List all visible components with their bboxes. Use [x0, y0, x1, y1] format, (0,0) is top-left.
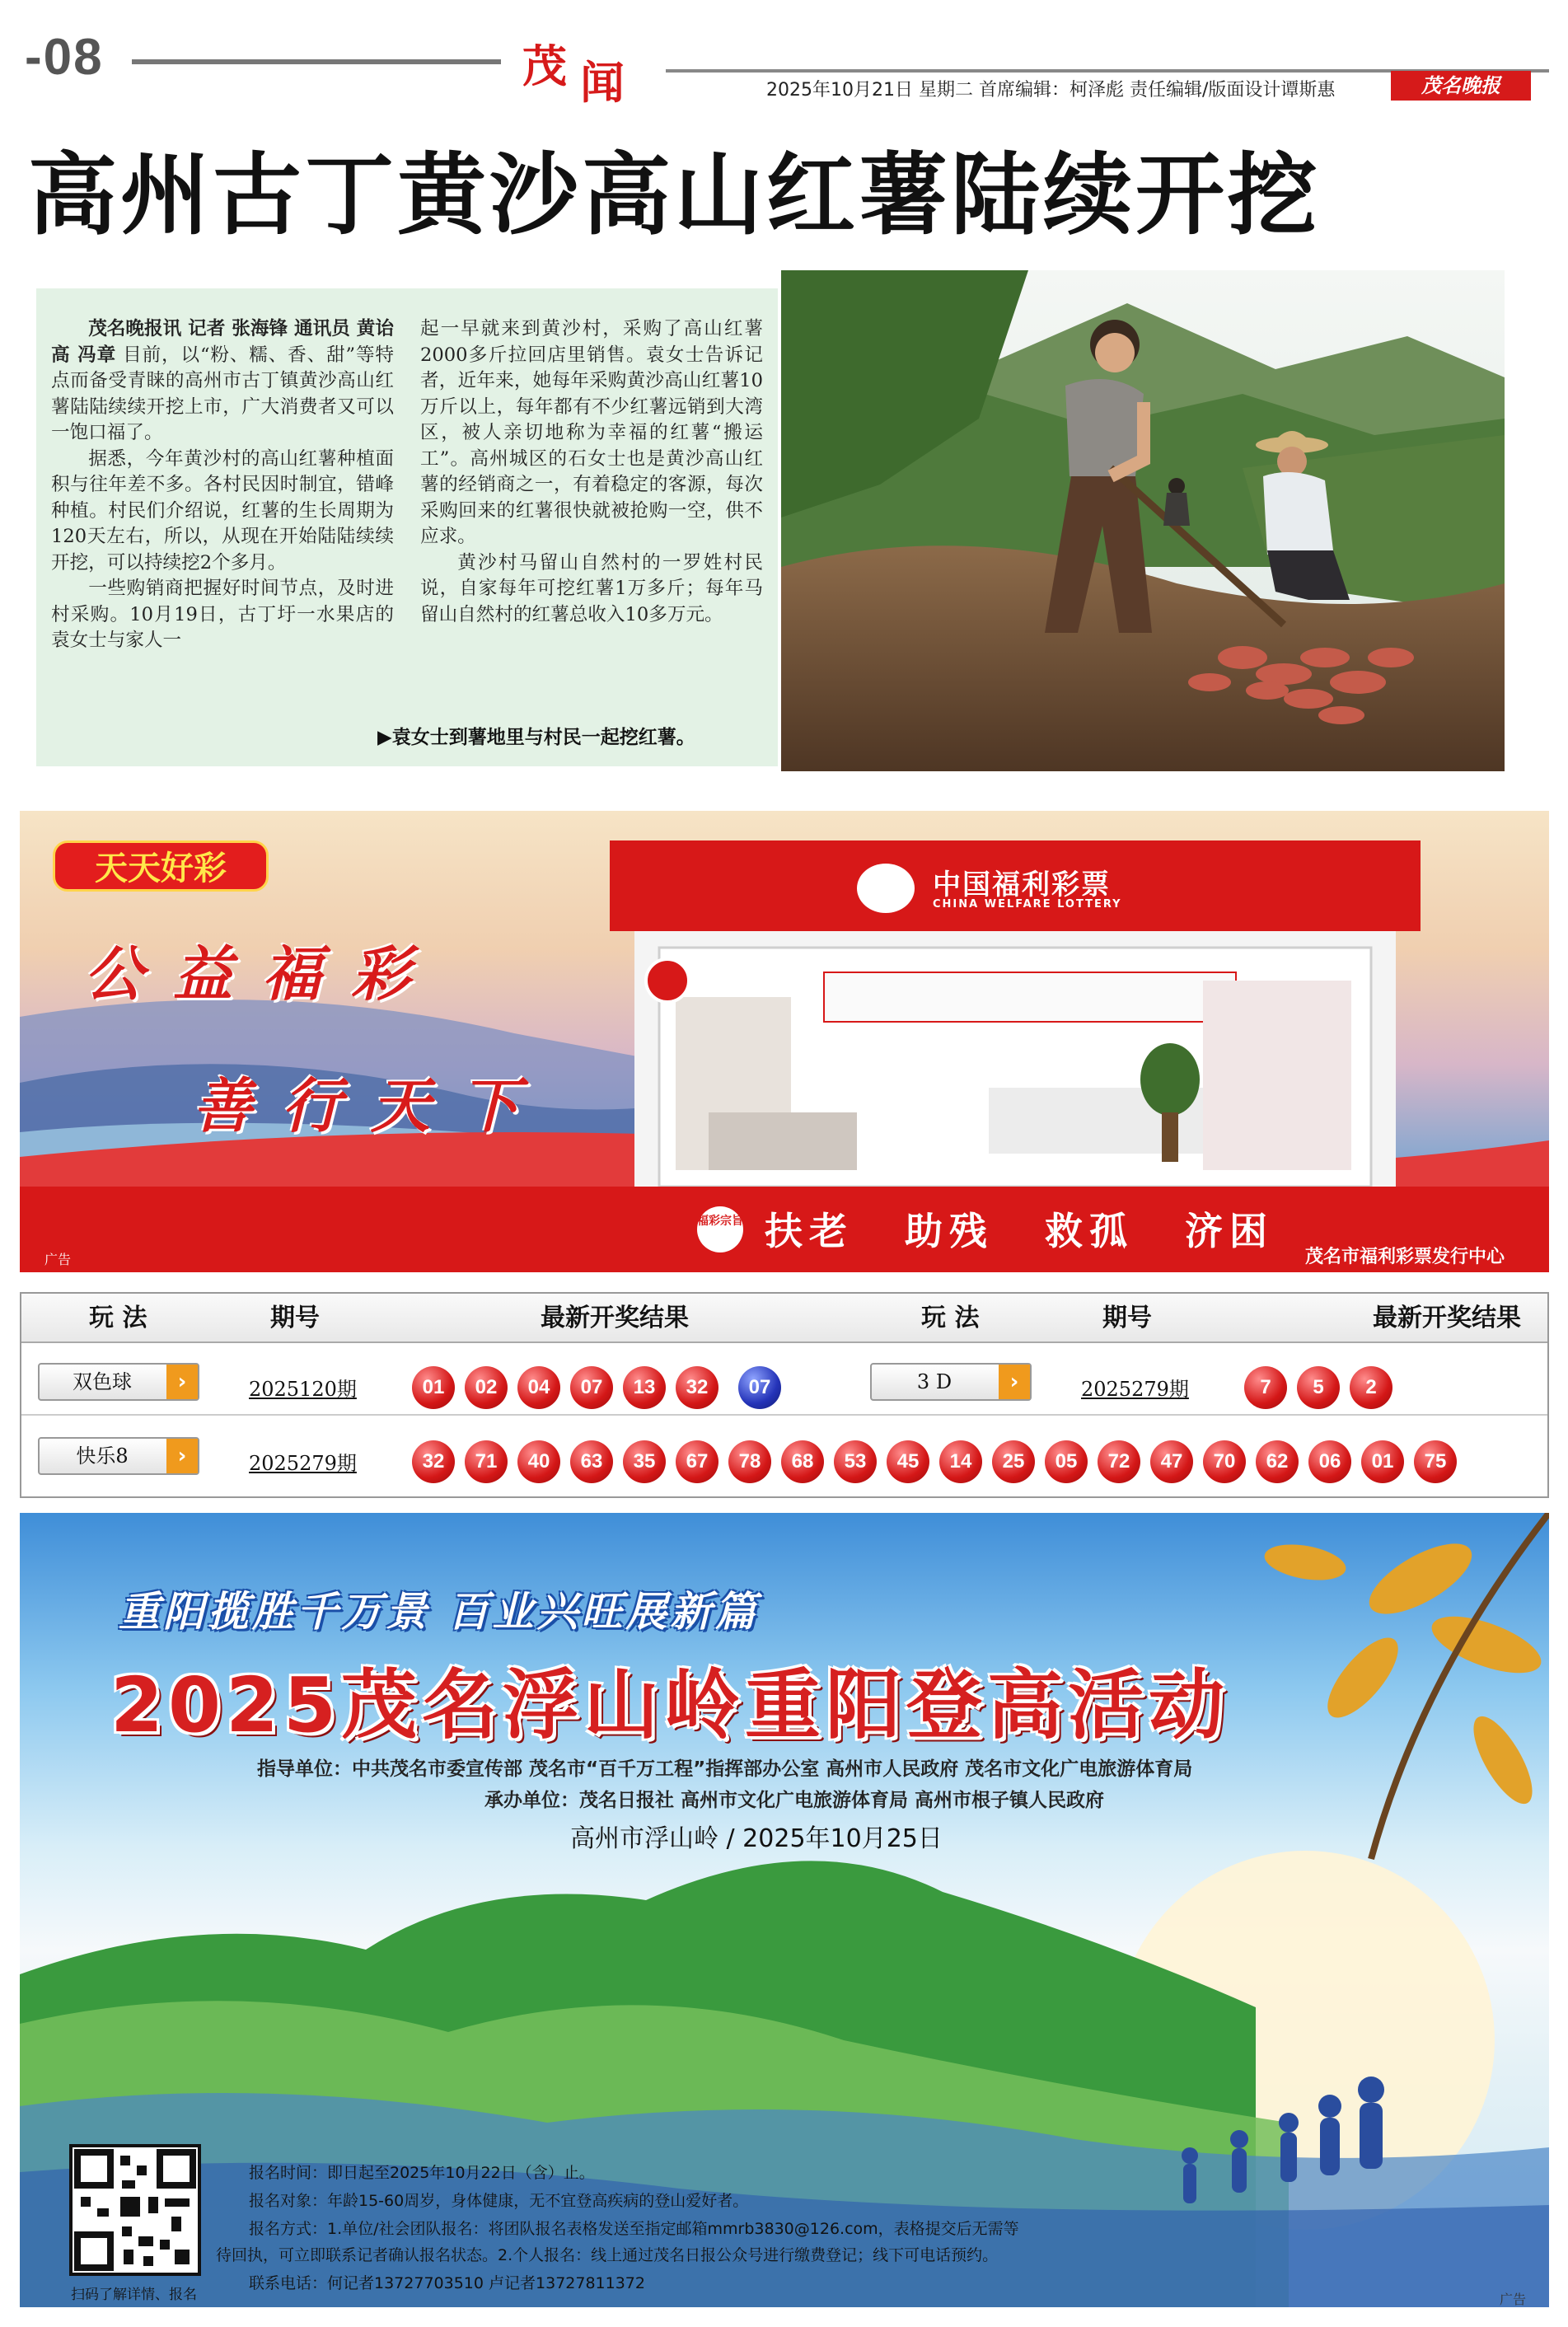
article-byline: 茂名晚报讯 记者 张海锋 通讯员 黄诒高 冯章	[51, 318, 394, 366]
climb-top-line: 重阳揽胜千万景 百业兴旺展新篇	[119, 1588, 760, 1636]
red-ball: 07	[570, 1366, 613, 1409]
table-row	[21, 1345, 1547, 1416]
red-ball: 04	[517, 1366, 560, 1409]
red-ball: 06	[1308, 1440, 1351, 1483]
double-ninth-climbing-ad	[20, 1513, 1549, 2307]
red-ball: 53	[834, 1440, 877, 1483]
red-ball: 78	[728, 1440, 771, 1483]
red-ball: 40	[517, 1440, 560, 1483]
issue-link[interactable]: 2025120期	[249, 1378, 357, 1401]
chevron-right-icon: ›	[166, 1365, 198, 1399]
header-issue: 期号	[1102, 1304, 1152, 1332]
photo-caption: ▶袁女士到薯地里与村民一起挖红薯。	[377, 727, 695, 748]
header-issue: 期号	[270, 1304, 320, 1332]
article-text: 目前，以“粉、糯、香、甜”等特点而备受青睐的高州市古丁镇黄沙高山红薯陆陆续续开挖上市，广大消费者又可以一饱口福了。	[51, 344, 394, 443]
article-paragraph: 一些购销商把握好时间节点，及时进村采购。10月19日，古丁圩一水果店的袁女士与家人一	[51, 578, 394, 651]
article-paragraph: 黄沙村马留山自然村的一罗姓村民说，自家每年可挖红薯1万多斤；每年马留山自然村的红薯总收入10多万元。	[420, 551, 763, 625]
host-units: 承办单位：茂名日报社 高州市文化广电旅游体育局 高州市根子镇人民政府	[484, 1790, 1105, 1811]
table-row	[21, 1419, 1547, 1490]
article-column-2	[420, 316, 763, 628]
climb-title: 2025茂名浮山岭重阳登高活动	[110, 1661, 1230, 1749]
issue-link[interactable]: 2025279期	[249, 1452, 357, 1475]
red-ball: 32	[412, 1440, 455, 1483]
red-ball: 7	[1244, 1366, 1287, 1409]
red-ball: 25	[992, 1440, 1035, 1483]
game-button[interactable]	[38, 1363, 199, 1401]
game-button[interactable]	[38, 1437, 199, 1475]
lottery-issuer: 茂名市福利彩票发行中心	[1305, 1247, 1505, 1267]
section-char-1: 茂	[522, 40, 567, 92]
chevron-right-icon: ›	[999, 1365, 1030, 1399]
virtue-label: 救孤	[1045, 1209, 1134, 1253]
results-header-row	[21, 1294, 1547, 1343]
info-line: 报名时间：即日起至2025年10月22日（含）止。	[249, 2164, 595, 2182]
red-ball: 13	[623, 1366, 666, 1409]
red-ball: 02	[465, 1366, 508, 1409]
article-photo	[781, 270, 1505, 771]
lottery-slogan-2: 善行天下	[193, 1070, 550, 1140]
red-ball: 70	[1203, 1440, 1246, 1483]
chevron-right-icon: ›	[166, 1439, 198, 1473]
qr-code-pattern	[73, 2147, 198, 2273]
game-label: 快乐8	[76, 1444, 129, 1468]
red-ball: 62	[1256, 1440, 1299, 1483]
qr-code-icon[interactable]	[69, 2144, 201, 2276]
lottery-slogan-1: 公益福彩	[84, 939, 441, 1009]
red-ball: 75	[1414, 1440, 1457, 1483]
red-ball: 71	[465, 1440, 508, 1483]
article-paragraph	[51, 316, 394, 447]
info-line: 待回执，可立即联系记者确认报名状态。2.个人报名：线上通过茂名日报公众号进行缴费登记；线下可电话预约。	[216, 2246, 999, 2264]
virtue-label: 扶老	[765, 1209, 854, 1253]
lottery-logo-icon	[857, 864, 915, 913]
lottery-brand-cn: 中国福利彩票	[933, 869, 1111, 901]
dateline: 2025年10月21日 星期二 首席编辑：柯泽彪 责任编辑/版面设计谭斯惠	[766, 80, 1336, 101]
red-ball: 2	[1350, 1366, 1392, 1409]
article-headline: 高州古丁黄沙高山红薯陆续开挖	[28, 144, 1321, 247]
red-ball: 01	[412, 1366, 455, 1409]
game-label: 双色球	[73, 1370, 132, 1393]
header-result: 最新开奖结果	[541, 1304, 689, 1332]
qr-caption: 扫码了解详情、报名	[71, 2287, 197, 2303]
red-ball: 68	[781, 1440, 824, 1483]
header-game: 玩 法	[921, 1304, 980, 1332]
info-line: 报名方式：1.单位/社会团队报名：将团队报名表格发送至指定邮箱mmrb3830@126.com，表格提交后无需等	[249, 2220, 1019, 2238]
lottery-brand-en: CHINA WELFARE LOTTERY	[933, 898, 1122, 911]
game-button[interactable]	[870, 1363, 1032, 1401]
issue-link[interactable]: 2025279期	[1081, 1378, 1189, 1401]
welfare-lottery-ad	[20, 811, 1549, 1272]
header-rule-left	[132, 59, 501, 64]
section-label	[522, 26, 644, 109]
ad-note: 广告	[44, 1252, 72, 1267]
red-ball: 47	[1150, 1440, 1193, 1483]
guide-units: 指导单位：中共茂名市委宣传部 茂名市“百千万工程”指挥部办公室 高州市人民政府 茂名市文化广电旅游体育局	[257, 1758, 1193, 1780]
virtue-label: 助残	[905, 1209, 994, 1253]
lottery-tag: 天天好彩	[53, 840, 269, 892]
header-game: 玩 法	[89, 1304, 147, 1332]
red-ball: 67	[676, 1440, 718, 1483]
article-paragraph: 据悉，今年黄沙村的高山红薯种植面积与往年差不多。各村民因时制宜，错峰种植。村民们介绍说，红薯的生长周期为120天左右，所以，从现在开始陆陆续续开挖，可以持续挖2个多月。	[51, 447, 394, 574]
newspaper-brand: 茂名晚报	[1391, 71, 1531, 101]
article-column-1	[51, 316, 394, 654]
ad-note: 广告	[1500, 2292, 1527, 2307]
section-char-2: 闻	[580, 56, 625, 109]
game-label: 3 D	[916, 1370, 953, 1393]
red-ball: 05	[1045, 1440, 1088, 1483]
blue-ball: 07	[738, 1366, 781, 1409]
venue-date: 高州市浮山岭 / 2025年10月25日	[570, 1824, 943, 1853]
header-result: 最新开奖结果	[1373, 1304, 1521, 1332]
virtue-label: 济困	[1185, 1209, 1274, 1253]
lottery-results-table	[20, 1292, 1549, 1498]
info-line: 联系电话：何记者13727703510 卢记者13727811372	[249, 2274, 645, 2292]
sweet-potato-field-photo	[781, 270, 1505, 771]
red-ball: 45	[887, 1440, 929, 1483]
red-ball: 32	[676, 1366, 718, 1409]
article-paragraph: 起一早就来到黄沙村，采购了高山红薯2000多斤拉回店里销售。袁女士告诉记者，近年来，她每年采购黄沙高山红薯10万斤以上，每年都有不少红薯远销到大湾区，被人亲切地称为幸福的红薯“搬运工”。高州城区的石女士也是黄沙高山红薯的经销商之一，有着稳定的客源，每次采购回来的红薯很快就被抢购一空，供不应求。	[420, 318, 763, 547]
red-ball: 63	[570, 1440, 613, 1483]
red-ball: 72	[1098, 1440, 1140, 1483]
red-ball: 5	[1297, 1366, 1340, 1409]
red-ball: 35	[623, 1440, 666, 1483]
info-line: 报名对象：年龄15-60周岁，身体健康，无不宜登高疾病的登山爱好者。	[249, 2192, 749, 2210]
red-ball: 01	[1361, 1440, 1404, 1483]
lottery-store-illustration	[610, 840, 1421, 1195]
lottery-purpose-badge: 福彩宗旨	[697, 1206, 743, 1252]
red-ball: 14	[939, 1440, 982, 1483]
page-number: -08	[25, 29, 104, 86]
